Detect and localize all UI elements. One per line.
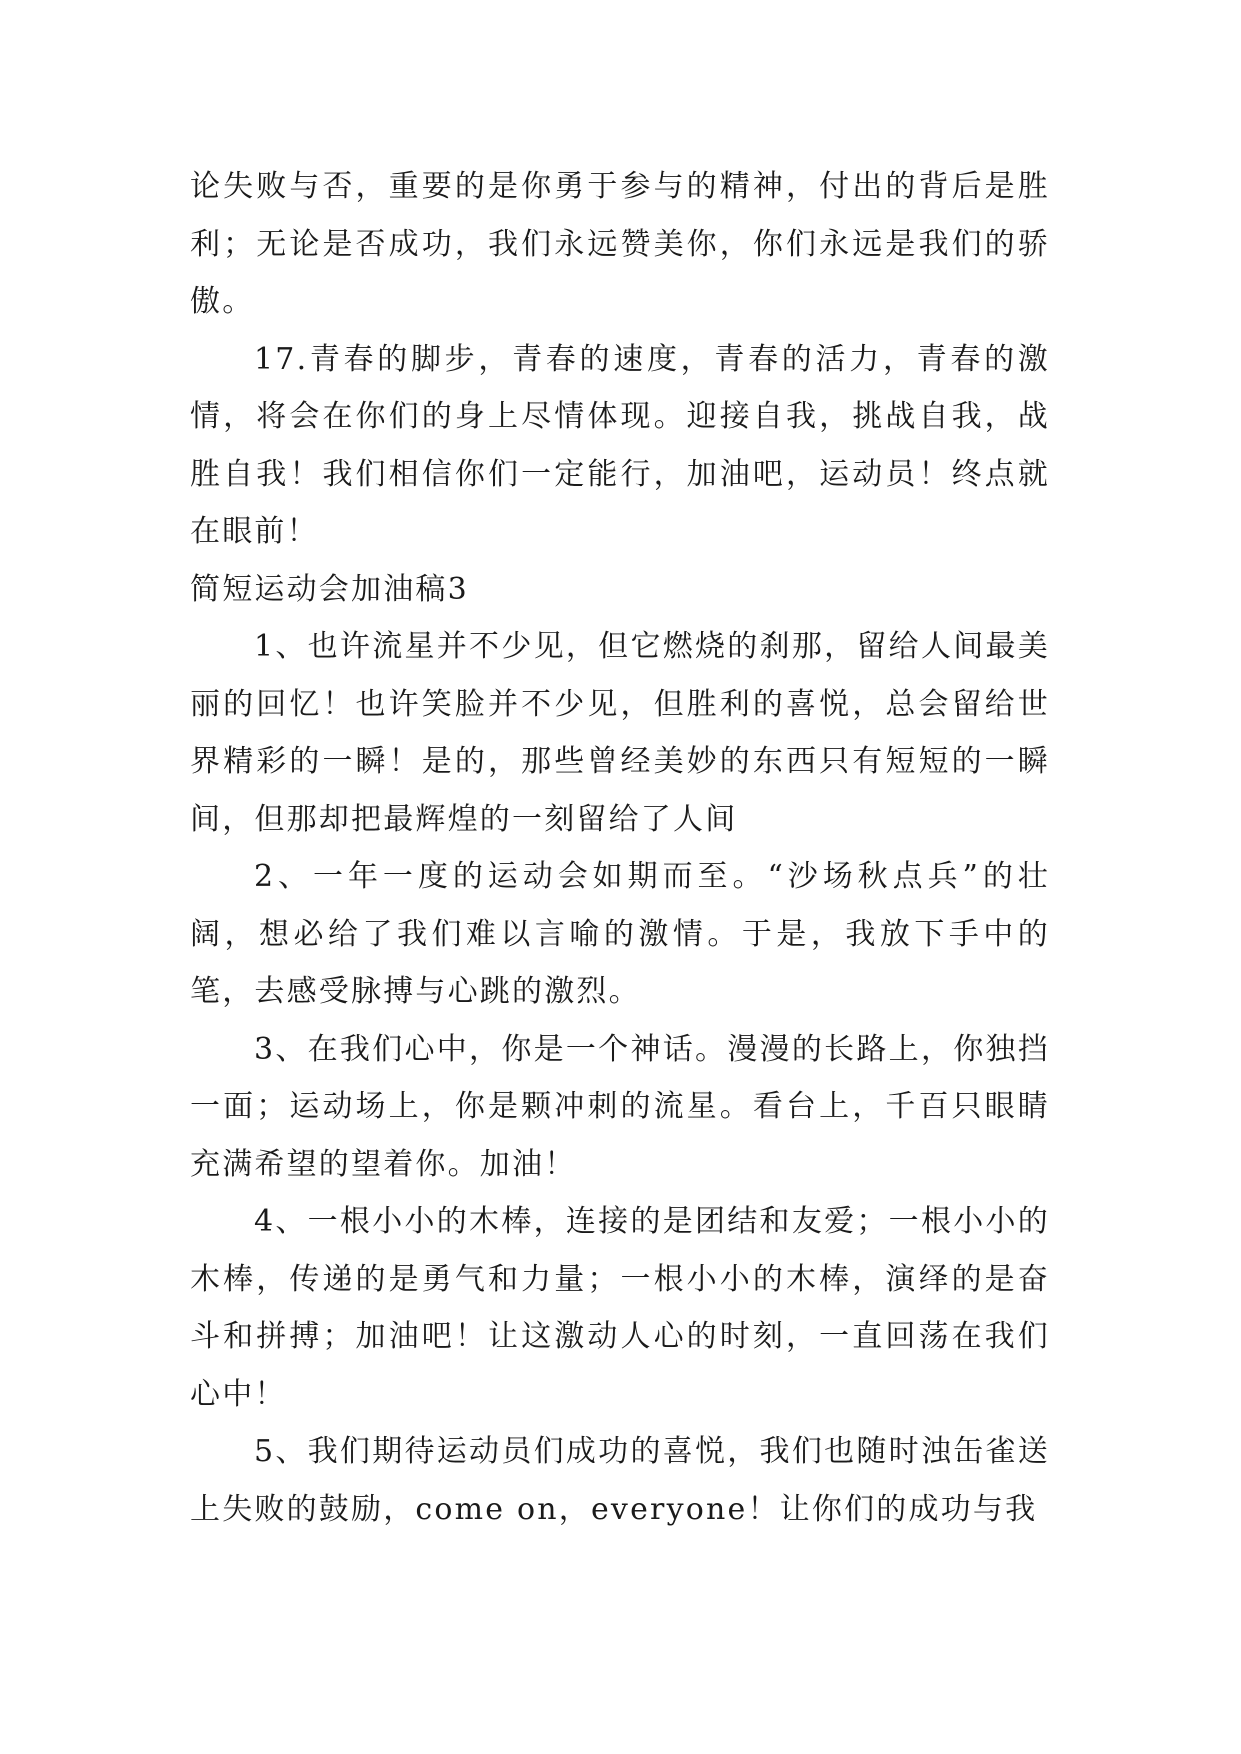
- paragraph-continuation: 论失败与否，重要的是你勇于参与的精神，付出的背后是胜利；无论是否成功，我们永远赞美你，你们永远是我们的骄傲。: [190, 169, 1050, 319]
- paragraph-item-1: 1、也许流星并不少见，但它燃烧的刹那，留给人间最美丽的回忆！也许笑脸并不少见，但胜利的喜悦，总会留给世界精彩的一瞬！是的，那些曾经美妙的东西只有短短的一瞬间，但那却把最辉煌的一刻留给了人间: [190, 629, 1050, 837]
- paragraph-item-2: 2、一年一度的运动会如期而至。“沙场秋点兵”的壮阔，想必给了我们难以言喻的激情。于是，我放下手中的笔，去感受脉搏与心跳的激烈。: [190, 859, 1050, 1009]
- paragraph-item-3: 3、在我们心中，你是一个神话。漫漫的长路上，你独挡一面；运动场上，你是颗冲刺的流星。看台上，千百只眼睛充满希望的望着你。加油！: [190, 1031, 1050, 1182]
- paragraph-item-5: 5、我们期待运动员们成功的喜悦，我们也随时浊缶雀送上失败的鼓励，come on，everyone！让你们的成功与我: [190, 1434, 1050, 1527]
- paragraph-item-4: 4、一根小小的木棒，连接的是团结和友爱；一根小小的木棒，传递的是勇气和力量；一根小小的木棒，演绎的是奋斗和拼搏；加油吧！让这激动人心的时刻，一直回荡在我们心中！: [190, 1204, 1050, 1412]
- document-page: [190, 158, 1050, 1538]
- paragraph-item-17: 17.青春的脚步，青春的速度，青春的活力，青春的激情，将会在你们的身上尽情体现。迎接自我，挑战自我，战胜自我！我们相信你们一定能行，加油吧，运动员！终点就在眼前！: [190, 341, 1050, 549]
- section-heading: 简短运动会加油稿3: [190, 571, 469, 607]
